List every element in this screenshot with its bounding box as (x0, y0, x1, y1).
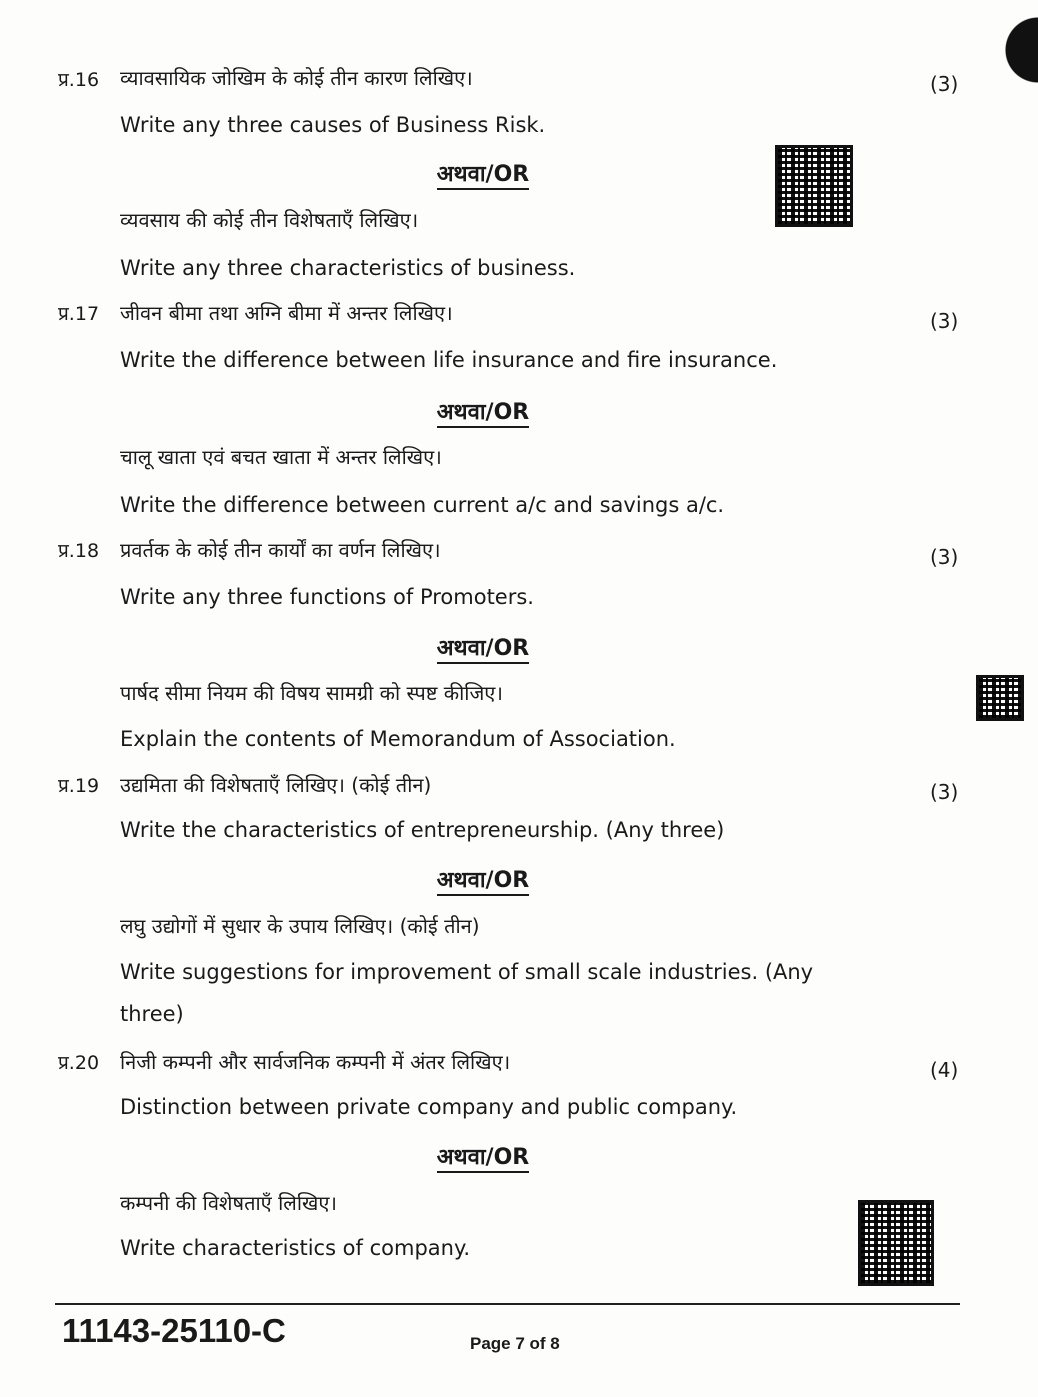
question-18-marks: (3) (930, 545, 959, 569)
question-20-english: Distinction between private company and public company. (120, 1095, 738, 1119)
question-19-alt-english-line1: Write suggestions for improvement of small scale industries. (Any (120, 960, 814, 984)
question-16-hindi: व्यावसायिक जोखिम के कोई तीन कारण लिखिए। (120, 66, 473, 90)
footer-rule (55, 1303, 960, 1305)
question-17-alt-hindi: चालू खाता एवं बचत खाता में अन्तर लिखिए। (120, 445, 442, 469)
question-19-hindi: उद्यमिता की विशेषताएँ लिखिए। (कोई तीन) (120, 773, 432, 797)
question-16-or: अथवा/OR (0, 158, 966, 188)
question-18-alt-hindi: पार्षद सीमा नियम की विषय सामग्री को स्पष्ट कीजिए। (120, 681, 503, 705)
question-17-number: प्र.17 (58, 303, 100, 325)
question-20-or: अथवा/OR (0, 1141, 966, 1171)
barcode-bottom (858, 1200, 934, 1286)
question-16-english: Write any three causes of Business Risk. (120, 113, 546, 137)
question-17-or: अथवा/OR (0, 396, 966, 426)
question-19-alt-english-line2: three) (120, 1002, 184, 1026)
question-19-english: Write the characteristics of entrepreneurship. (Any three) (120, 818, 725, 842)
question-18-alt-english: Explain the contents of Memorandum of Association. (120, 727, 676, 751)
question-16-number: प्र.16 (58, 69, 100, 91)
barcode-top (775, 145, 853, 227)
question-18-or: अथवा/OR (0, 632, 966, 662)
question-16-alt-hindi: व्यवसाय की कोई तीन विशेषताएँ लिखिए। (120, 208, 419, 232)
question-20-number: प्र.20 (58, 1052, 100, 1074)
paper-code: 11143-25110-C (62, 1312, 286, 1349)
question-17-english: Write the difference between life insurance and fire insurance. (120, 348, 778, 372)
question-19-alt-hindi: लघु उद्योगों में सुधार के उपाय लिखिए। (कोई तीन) (120, 914, 480, 938)
question-19-number: प्र.19 (58, 775, 100, 797)
question-18-english: Write any three functions of Promoters. (120, 585, 534, 609)
qr-code-side (976, 675, 1024, 721)
question-16-marks: (3) (930, 72, 959, 96)
question-16-alt-english: Write any three characteristics of business. (120, 256, 576, 280)
question-17-hindi: जीवन बीमा तथा अग्नि बीमा में अन्तर लिखिए। (120, 301, 453, 325)
question-20-alt-english: Write characteristics of company. (120, 1236, 471, 1260)
question-17-alt-english: Write the difference between current a/c and savings a/c. (120, 493, 725, 517)
question-20-alt-hindi: कम्पनी की विशेषताएँ लिखिए। (120, 1191, 338, 1215)
question-18-hindi: प्रवर्तक के कोई तीन कार्यों का वर्णन लिखिए। (120, 538, 441, 562)
page-edge-mark (1000, 0, 1038, 100)
question-18-number: प्र.18 (58, 540, 100, 562)
question-19-or: अथवा/OR (0, 864, 966, 894)
question-20-hindi: निजी कम्पनी और सार्वजनिक कम्पनी में अंतर लिखिए। (120, 1050, 511, 1074)
page-number: Page 7 of 8 (470, 1334, 560, 1353)
question-17-marks: (3) (930, 309, 959, 333)
question-19-marks: (3) (930, 780, 959, 804)
question-20-marks: (4) (930, 1058, 959, 1082)
